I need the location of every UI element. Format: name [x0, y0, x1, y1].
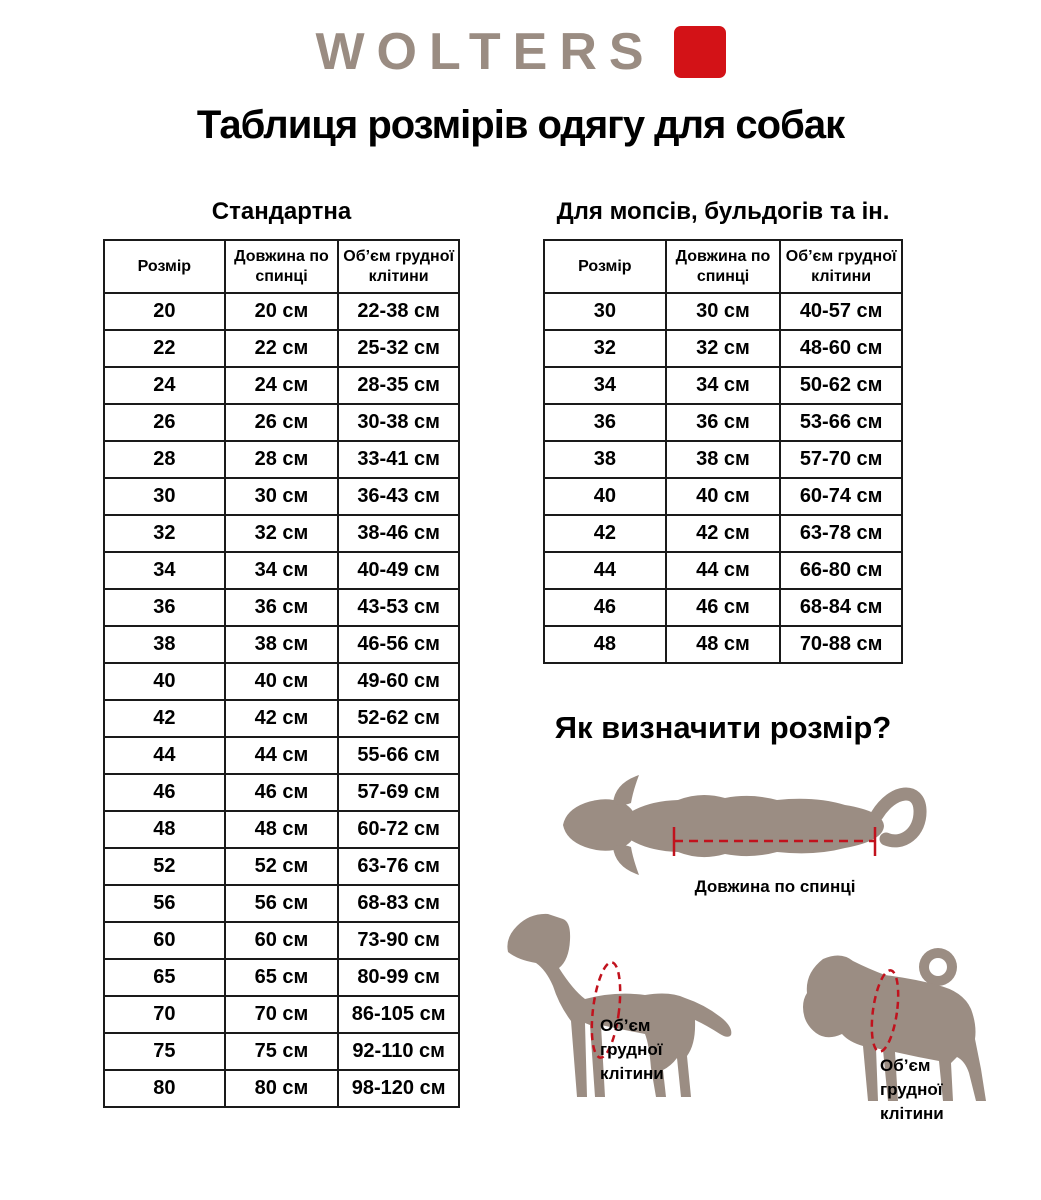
table-cell: 98-120 см — [338, 1070, 459, 1107]
table-cell: 32 — [544, 330, 666, 367]
table-cell: 80-99 см — [338, 959, 459, 996]
table-cell: 65 см — [225, 959, 339, 996]
table-row — [544, 330, 902, 367]
table-cell: 70 — [104, 996, 225, 1033]
table-row — [104, 330, 459, 367]
table-cell: 57-70 см — [780, 441, 902, 478]
table-cell: 22 — [104, 330, 225, 367]
table-row — [104, 552, 459, 589]
back-length-label: Довжина по спинці — [694, 877, 856, 896]
column-header-back-length: Довжина по спинці — [666, 240, 781, 293]
table-cell: 30 — [104, 478, 225, 515]
table-row — [104, 626, 459, 663]
table-cell: 40 см — [225, 663, 339, 700]
table-cell: 57-69 см — [338, 774, 459, 811]
table-cell: 32 см — [666, 330, 781, 367]
table-cell: 34 — [104, 552, 225, 589]
table-cell: 34 см — [666, 367, 781, 404]
table-header-row — [544, 240, 902, 293]
table-cell: 24 — [104, 367, 225, 404]
table-cell: 36 — [544, 404, 666, 441]
chest-girth-label: Об’єм грудної клітини — [880, 1056, 944, 1123]
table-row — [544, 478, 902, 515]
guide-title: Як визначити розмір? — [554, 710, 892, 745]
table-cell: 80 см — [225, 1070, 339, 1107]
table-cell: 40 см — [666, 478, 781, 515]
table-cell: 32 см — [225, 515, 339, 552]
table-cell: 20 — [104, 293, 225, 330]
table-cell: 65 — [104, 959, 225, 996]
table-cell: 30 см — [225, 478, 339, 515]
table-cell: 36 — [104, 589, 225, 626]
table-row — [104, 404, 459, 441]
table-cell: 30 см — [666, 293, 781, 330]
table-cell: 28 см — [225, 441, 339, 478]
table-row — [104, 367, 459, 404]
table-cell: 56 — [104, 885, 225, 922]
table-cell: 73-90 см — [338, 922, 459, 959]
pug-table-title: Для мопсів, бульдогів та ін. — [556, 198, 890, 225]
table-row — [104, 922, 459, 959]
table-cell: 53-66 см — [780, 404, 902, 441]
table-cell: 28 — [104, 441, 225, 478]
table-cell: 30 — [544, 293, 666, 330]
table-row — [104, 737, 459, 774]
table-row — [544, 293, 902, 330]
table-row — [104, 515, 459, 552]
table-row — [104, 1070, 459, 1107]
table-row — [544, 441, 902, 478]
table-header-row — [104, 240, 459, 293]
table-cell: 38 — [544, 441, 666, 478]
table-row — [104, 848, 459, 885]
table-cell: 48 — [544, 626, 666, 663]
table-cell: 60-72 см — [338, 811, 459, 848]
table-cell: 75 — [104, 1033, 225, 1070]
table-cell: 44 см — [225, 737, 339, 774]
table-cell: 46 см — [666, 589, 781, 626]
table-row — [104, 589, 459, 626]
table-cell: 34 — [544, 367, 666, 404]
table-cell: 28-35 см — [338, 367, 459, 404]
table-cell: 52 — [104, 848, 225, 885]
table-cell: 36 см — [666, 404, 781, 441]
table-cell: 50-62 см — [780, 367, 902, 404]
table-row — [104, 700, 459, 737]
table-cell: 40 — [544, 478, 666, 515]
table-cell: 46 — [544, 589, 666, 626]
standard-size-table — [103, 239, 460, 1108]
table-cell: 44 — [104, 737, 225, 774]
table-row — [544, 515, 902, 552]
table-cell: 52 см — [225, 848, 339, 885]
chest-girth-label: Об’єм грудної клітини — [600, 1016, 664, 1083]
table-row — [544, 367, 902, 404]
table-cell: 38 — [104, 626, 225, 663]
table-cell: 75 см — [225, 1033, 339, 1070]
table-cell: 70 см — [225, 996, 339, 1033]
table-cell: 60 см — [225, 922, 339, 959]
column-header-back-length: Довжина по спинці — [225, 240, 339, 293]
table-cell: 24 см — [225, 367, 339, 404]
table-row — [104, 885, 459, 922]
table-cell: 22-38 см — [338, 293, 459, 330]
page-title: Таблиця розмірів одягу для собак — [196, 103, 845, 147]
table-cell: 38 см — [666, 441, 781, 478]
table-cell: 30-38 см — [338, 404, 459, 441]
table-row — [104, 959, 459, 996]
table-cell: 22 см — [225, 330, 339, 367]
table-cell: 48 см — [225, 811, 339, 848]
table-cell: 66-80 см — [780, 552, 902, 589]
table-row — [104, 1033, 459, 1070]
table-cell: 32 — [104, 515, 225, 552]
table-cell: 26 — [104, 404, 225, 441]
table-row — [104, 774, 459, 811]
table-row — [104, 811, 459, 848]
column-header-size: Розмір — [104, 240, 225, 293]
table-cell: 49-60 см — [338, 663, 459, 700]
table-cell: 63-76 см — [338, 848, 459, 885]
table-cell: 48 — [104, 811, 225, 848]
table-cell: 70-88 см — [780, 626, 902, 663]
table-cell: 20 см — [225, 293, 339, 330]
table-cell: 46 — [104, 774, 225, 811]
pug-size-table — [543, 239, 903, 664]
table-cell: 44 — [544, 552, 666, 589]
table-row — [104, 441, 459, 478]
table-cell: 42 см — [225, 700, 339, 737]
standard-table-title: Стандартна — [211, 198, 352, 225]
column-header-chest-girth: Об’єм грудної клітини — [338, 240, 459, 293]
table-cell: 86-105 см — [338, 996, 459, 1033]
table-cell: 46 см — [225, 774, 339, 811]
table-cell: 38 см — [225, 626, 339, 663]
table-cell: 36 см — [225, 589, 339, 626]
table-cell: 42 — [104, 700, 225, 737]
pug-size-section — [543, 196, 903, 664]
brand-logo-text: WOLTERS — [315, 23, 656, 81]
table-cell: 40 — [104, 663, 225, 700]
table-cell: 42 — [544, 515, 666, 552]
table-row — [104, 293, 459, 330]
table-cell: 60 — [104, 922, 225, 959]
table-row — [544, 552, 902, 589]
table-cell: 43-53 см — [338, 589, 459, 626]
table-cell: 40-57 см — [780, 293, 902, 330]
logo-red-square-icon — [674, 26, 726, 78]
table-cell: 48 см — [666, 626, 781, 663]
table-cell: 55-66 см — [338, 737, 459, 774]
table-row — [544, 404, 902, 441]
column-header-chest-girth: Об’єм грудної клітини — [780, 240, 902, 293]
column-header-size: Розмір — [544, 240, 666, 293]
table-cell: 46-56 см — [338, 626, 459, 663]
table-row — [544, 589, 902, 626]
table-cell: 44 см — [666, 552, 781, 589]
table-cell: 25-32 см — [338, 330, 459, 367]
table-cell: 33-41 см — [338, 441, 459, 478]
table-cell: 34 см — [225, 552, 339, 589]
table-cell: 60-74 см — [780, 478, 902, 515]
table-cell: 36-43 см — [338, 478, 459, 515]
table-cell: 40-49 см — [338, 552, 459, 589]
brand-logo — [0, 23, 1041, 81]
table-row — [104, 478, 459, 515]
standard-size-section — [103, 196, 460, 1108]
table-cell: 48-60 см — [780, 330, 902, 367]
table-cell: 68-84 см — [780, 589, 902, 626]
table-cell: 80 — [104, 1070, 225, 1107]
table-cell: 52-62 см — [338, 700, 459, 737]
table-row — [104, 663, 459, 700]
table-row — [104, 996, 459, 1033]
table-cell: 92-110 см — [338, 1033, 459, 1070]
table-cell: 68-83 см — [338, 885, 459, 922]
table-cell: 38-46 см — [338, 515, 459, 552]
table-row — [544, 626, 902, 663]
table-cell: 56 см — [225, 885, 339, 922]
table-cell: 63-78 см — [780, 515, 902, 552]
table-cell: 42 см — [666, 515, 781, 552]
dog-top-view-silhouette-icon — [553, 753, 933, 888]
table-cell: 26 см — [225, 404, 339, 441]
